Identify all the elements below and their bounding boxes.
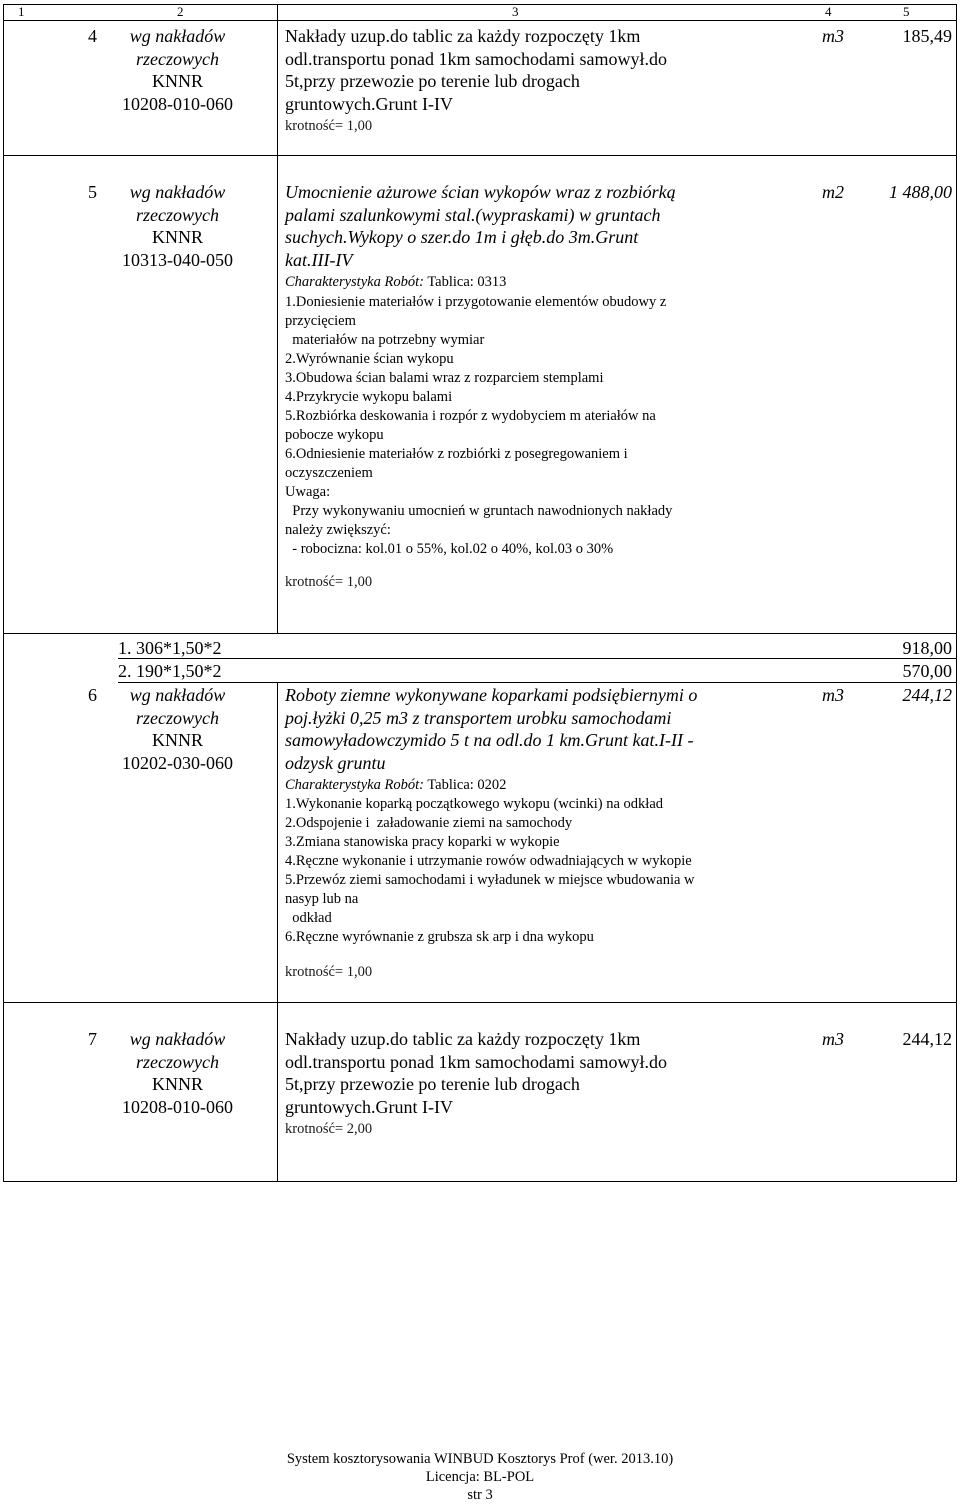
right-border bbox=[956, 4, 957, 1181]
footer-page-number: str 3 bbox=[467, 1487, 493, 1503]
step-line: 4.Ręczne wykonanie i utrzymanie rowów odwadniających w wykopie bbox=[285, 853, 692, 869]
row-7-unit: m3 bbox=[822, 1029, 844, 1049]
col-divider-3 bbox=[277, 4, 278, 633]
row-5-source bbox=[95, 181, 260, 271]
row-7-bottom-border bbox=[3, 1181, 957, 1182]
row-4-lp: 4 bbox=[88, 26, 97, 46]
calc-expression-2: 2. 190*1,50*2 bbox=[118, 661, 222, 681]
source-line: 10313-040-050 bbox=[122, 249, 233, 270]
step-line: 1.Doniesienie materiałów i przygotowanie elementów obudowy z bbox=[285, 294, 667, 310]
source-line: wg nakładów bbox=[129, 685, 226, 705]
header-col-3: 3 bbox=[512, 4, 519, 19]
table-top-border bbox=[3, 4, 957, 5]
step-line: 4.Przykrycie wykopu balami bbox=[285, 389, 453, 405]
row-4-bottom-border bbox=[3, 155, 957, 156]
title-line: Roboty ziemne wykonywane koparkami podsiębiernymi o bbox=[285, 685, 698, 705]
title-line: poj.łyżki 0,25 m3 z transportem urobku samochodami bbox=[285, 707, 672, 728]
header-bottom-border bbox=[3, 20, 957, 21]
step-line: nasyp lub na bbox=[285, 891, 359, 907]
char-label: Charakterystyka Robót: bbox=[285, 777, 424, 793]
note-line: Przy wykonywaniu umocnień w gruntach nawodnionych nakłady bbox=[285, 503, 673, 519]
source-line: rzeczowych bbox=[136, 204, 219, 225]
source-line: KNNR bbox=[151, 227, 203, 247]
source-line: KNNR bbox=[151, 1074, 203, 1094]
step-line: przycięciem bbox=[285, 313, 356, 329]
row-6-bottom-border bbox=[3, 1002, 957, 1003]
header-col-5: 5 bbox=[903, 4, 910, 19]
char-table: Tablica: 0202 bbox=[427, 777, 507, 793]
source-line: 10202-030-060 bbox=[122, 752, 233, 773]
title-line: 5t,przy przewozie po terenie lub drogach bbox=[285, 1074, 580, 1094]
row-5-quantity: 1 488,00 bbox=[889, 182, 952, 202]
header-col-2: 2 bbox=[177, 4, 184, 19]
row-5-characteristics bbox=[285, 273, 506, 292]
row-5-lp: 5 bbox=[88, 182, 97, 202]
source-line: wg nakładów bbox=[129, 182, 226, 202]
calc-value-1: 918,00 bbox=[902, 638, 952, 658]
calc-value-2: 570,00 bbox=[902, 661, 952, 681]
source-line: 10208-010-060 bbox=[122, 93, 233, 114]
title-line: gruntowych.Grunt I-IV bbox=[285, 93, 453, 114]
calc-expression-1: 1. 306*1,50*2 bbox=[118, 638, 222, 658]
row-6-krotnosc: krotność= 1,00 bbox=[285, 964, 373, 980]
step-line: 2.Odspojenie i załadowanie ziemi na samochody bbox=[285, 815, 573, 831]
title-line: odzysk gruntu bbox=[285, 752, 386, 773]
title-line: suchych.Wykopy o szer.do 1m i głęb.do 3m.Grunt bbox=[285, 227, 639, 247]
row-6-lp: 6 bbox=[88, 685, 97, 705]
title-line: Umocnienie ażurowe ścian wykopów wraz z rozbiórką bbox=[285, 182, 676, 202]
row-4-description bbox=[285, 25, 667, 115]
calc-separator-2 bbox=[118, 682, 957, 683]
row-6-source bbox=[95, 684, 260, 774]
source-line: KNNR bbox=[151, 730, 203, 750]
title-line: kat.III-IV bbox=[285, 249, 353, 270]
step-line: 6.Odniesienie materiałów z rozbiórki z posegregowaniem i bbox=[285, 446, 628, 462]
calc-separator-1 bbox=[118, 658, 957, 659]
source-line: rzeczowych bbox=[136, 48, 219, 69]
row-7-source bbox=[95, 1028, 260, 1118]
step-line: pobocze wykopu bbox=[285, 427, 384, 443]
row-5-title bbox=[285, 181, 676, 271]
source-line: rzeczowych bbox=[136, 1051, 219, 1072]
row-4-unit: m3 bbox=[822, 26, 844, 46]
row-5-unit: m2 bbox=[822, 182, 844, 202]
title-line: samowyładowczymido 5 t na odl.do 1 km.Grunt kat.I-II - bbox=[285, 730, 694, 750]
row-5-krotnosc: krotność= 1,00 bbox=[285, 574, 373, 590]
title-line: odl.transportu ponad 1km samochodami samowył.do bbox=[285, 48, 667, 69]
row-7-krotnosc: krotność= 2,00 bbox=[285, 1121, 373, 1137]
footer-software: System kosztorysowania WINBUD Kosztorys Prof (wer. 2013.10) bbox=[286, 1451, 674, 1467]
note-line: należy zwiększyć: bbox=[285, 522, 391, 538]
row-4-source bbox=[95, 25, 260, 115]
step-line: 5.Przewóz ziemi samochodami i wyładunek w miejsce wbudowania w bbox=[285, 872, 695, 888]
source-line: 10208-010-060 bbox=[122, 1096, 233, 1117]
row-6-title bbox=[285, 684, 697, 774]
step-line: odkład bbox=[285, 910, 332, 926]
row-7-lp: 7 bbox=[88, 1029, 97, 1049]
step-line: 6.Ręczne wyrównanie z grubsza sk arp i dna wykopu bbox=[285, 929, 594, 945]
row-5-bottom-border bbox=[3, 633, 957, 634]
row-5-steps bbox=[285, 293, 765, 559]
footer-license: Licencja: BL-POL bbox=[425, 1469, 535, 1485]
title-line: odl.transportu ponad 1km samochodami samowył.do bbox=[285, 1051, 667, 1072]
row-6-characteristics bbox=[285, 776, 506, 795]
char-table: Tablica: 0313 bbox=[427, 274, 507, 290]
title-line: 5t,przy przewozie po terenie lub drogach bbox=[285, 71, 580, 91]
step-line: oczyszczeniem bbox=[285, 465, 373, 481]
row-7-quantity: 244,12 bbox=[902, 1029, 952, 1049]
note-line: - robocizna: kol.01 o 55%, kol.02 o 40%, kol.03 o 30% bbox=[285, 541, 614, 557]
row-7-description bbox=[285, 1028, 667, 1118]
step-line: 2.Wyrównanie ścian wykopu bbox=[285, 351, 454, 367]
title-line: Nakłady uzup.do tablic za każdy rozpoczęty 1km bbox=[285, 26, 641, 46]
source-line: wg nakładów bbox=[129, 1029, 226, 1049]
source-line: rzeczowych bbox=[136, 707, 219, 728]
step-line: 5.Rozbiórka deskowania i rozpór z wydobyciem m ateriałów na bbox=[285, 408, 656, 424]
row-6-steps bbox=[285, 795, 765, 947]
left-border bbox=[3, 4, 4, 1181]
col-divider-3b bbox=[277, 682, 278, 1181]
step-line: 1.Wykonanie koparką początkowego wykopu (wcinki) na odkład bbox=[285, 796, 664, 812]
char-label: Charakterystyka Robót: bbox=[285, 274, 424, 290]
step-line: 3.Obudowa ścian balami wraz z rozparciem stemplami bbox=[285, 370, 604, 386]
title-line: Nakłady uzup.do tablic za każdy rozpoczęty 1km bbox=[285, 1029, 641, 1049]
note-title: Uwaga: bbox=[285, 484, 331, 500]
row-4-krotnosc: krotność= 1,00 bbox=[285, 118, 373, 134]
row-6-unit: m3 bbox=[822, 685, 844, 705]
step-line: materiałów na potrzebny wymiar bbox=[285, 332, 485, 348]
header-col-4: 4 bbox=[825, 4, 832, 19]
title-line: palami szalunkowymi stal.(wypraskami) w gruntach bbox=[285, 204, 661, 225]
source-line: KNNR bbox=[151, 71, 203, 91]
row-6-quantity: 244,12 bbox=[902, 685, 952, 705]
step-line: 3.Zmiana stanowiska pracy koparki w wykopie bbox=[285, 834, 560, 850]
row-4-quantity: 185,49 bbox=[902, 26, 952, 46]
header-col-1: 1 bbox=[18, 4, 25, 19]
title-line: gruntowych.Grunt I-IV bbox=[285, 1096, 453, 1117]
source-line: wg nakładów bbox=[129, 26, 226, 46]
